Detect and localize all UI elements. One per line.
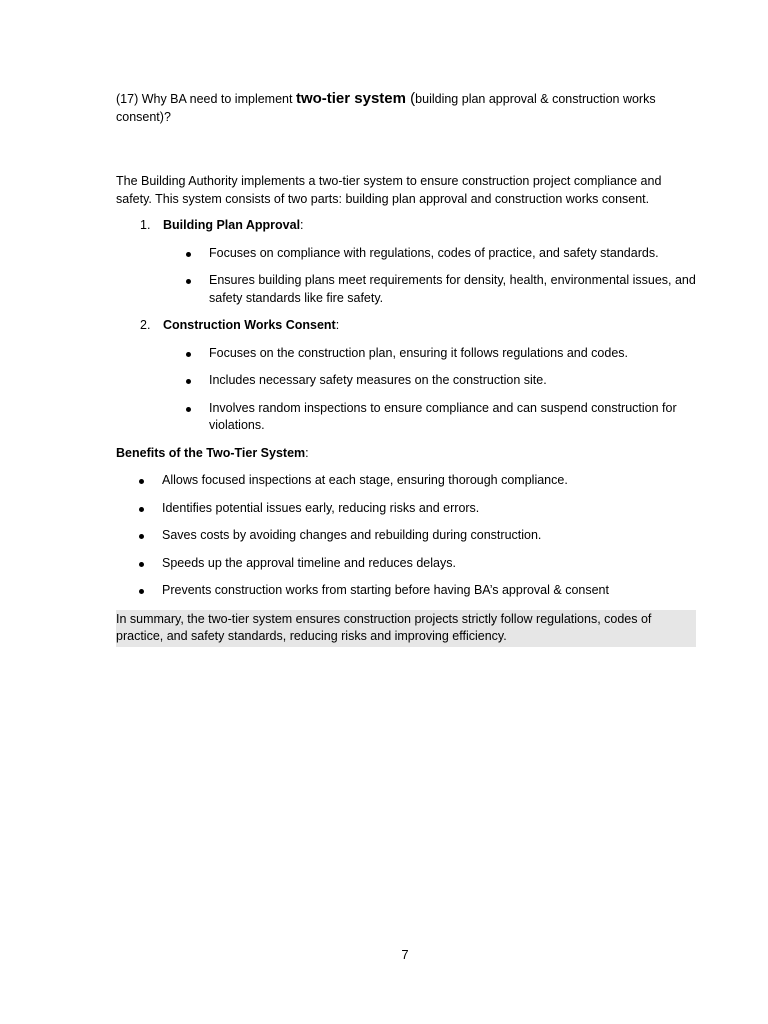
- bullet-icon: [186, 252, 191, 257]
- list-item-text: Prevents construction works from starting before having BA’s approval & consent: [162, 583, 609, 597]
- question-paren: (: [406, 90, 416, 107]
- list-item-text: Saves costs by avoiding changes and rebuilding during construction.: [162, 528, 542, 542]
- benefits-title: Benefits of the Two-Tier System: [116, 445, 306, 460]
- page-number: 7: [401, 947, 409, 962]
- bullet-icon: [139, 534, 144, 539]
- bullet-icon: [186, 352, 191, 357]
- list-item: [116, 500, 696, 518]
- section-title: Building Plan Approval: [163, 218, 301, 232]
- intro-paragraph: The Building Authority implements a two-tier system to ensure construction project compliance and safety. This system consists of two parts: building plan approval and construction works consent.: [116, 174, 662, 206]
- list-item: [163, 272, 696, 307]
- list-item-text: Includes necessary safety measures on the construction site.: [209, 373, 547, 387]
- summary-paragraph: In summary, the two-tier system ensures construction projects strictly follow regulations, codes of practice, and safety standards, reducing risks and improving efficiency.: [116, 610, 696, 647]
- bullet-icon: [139, 479, 144, 484]
- section-item: [116, 217, 696, 307]
- list-item: [163, 400, 696, 435]
- question-emphasis: two-tier system: [295, 90, 406, 107]
- section-item: [116, 317, 696, 435]
- list-item: [163, 245, 696, 263]
- bullet-icon: [186, 407, 191, 412]
- list-item-text: Allows focused inspections at each stage, ensuring thorough compliance.: [162, 473, 568, 487]
- list-item: [163, 372, 696, 390]
- bullet-icon: [186, 379, 191, 384]
- question-heading: [116, 90, 696, 126]
- benefits-colon: :: [305, 445, 309, 460]
- list-item-text: Involves random inspections to ensure compliance and can suspend construction for violations.: [209, 400, 677, 432]
- list-item-text: Identifies potential issues early, reducing risks and errors.: [162, 500, 480, 515]
- section-bullets: [163, 245, 696, 308]
- section-bullets: [163, 345, 696, 435]
- section-number: 1.: [140, 218, 151, 232]
- benefits-heading: [116, 445, 696, 463]
- section-title: Construction Works Consent: [163, 318, 336, 332]
- list-item: [116, 555, 696, 573]
- bullet-icon: [139, 589, 144, 594]
- document-page: [116, 90, 696, 647]
- section-colon: :: [335, 318, 340, 332]
- list-item: [116, 472, 696, 490]
- list-item-text: Ensures building plans meet requirements for density, health, environmental issues, and safety standards like fire safety.: [209, 273, 696, 305]
- question-prefix: (17) Why BA need to implement: [116, 92, 296, 106]
- section-number: 2.: [140, 318, 151, 332]
- bullet-icon: [186, 279, 191, 284]
- list-item-text: Speeds up the approval timeline and reduces delays.: [162, 555, 456, 570]
- list-item: [116, 527, 696, 545]
- sections-list: [116, 217, 696, 435]
- list-item: [163, 345, 696, 363]
- benefits-list: [116, 472, 696, 600]
- bullet-icon: [139, 562, 144, 567]
- list-item-text: Focuses on the construction plan, ensuring it follows regulations and codes.: [209, 345, 628, 360]
- question-suffix: building plan approval & construction works consent)?: [116, 92, 656, 124]
- list-item: [116, 582, 696, 600]
- bullet-icon: [139, 507, 144, 512]
- list-item-text: Focuses on compliance with regulations, codes of practice, and safety standards.: [209, 245, 659, 260]
- section-colon: :: [300, 218, 304, 232]
